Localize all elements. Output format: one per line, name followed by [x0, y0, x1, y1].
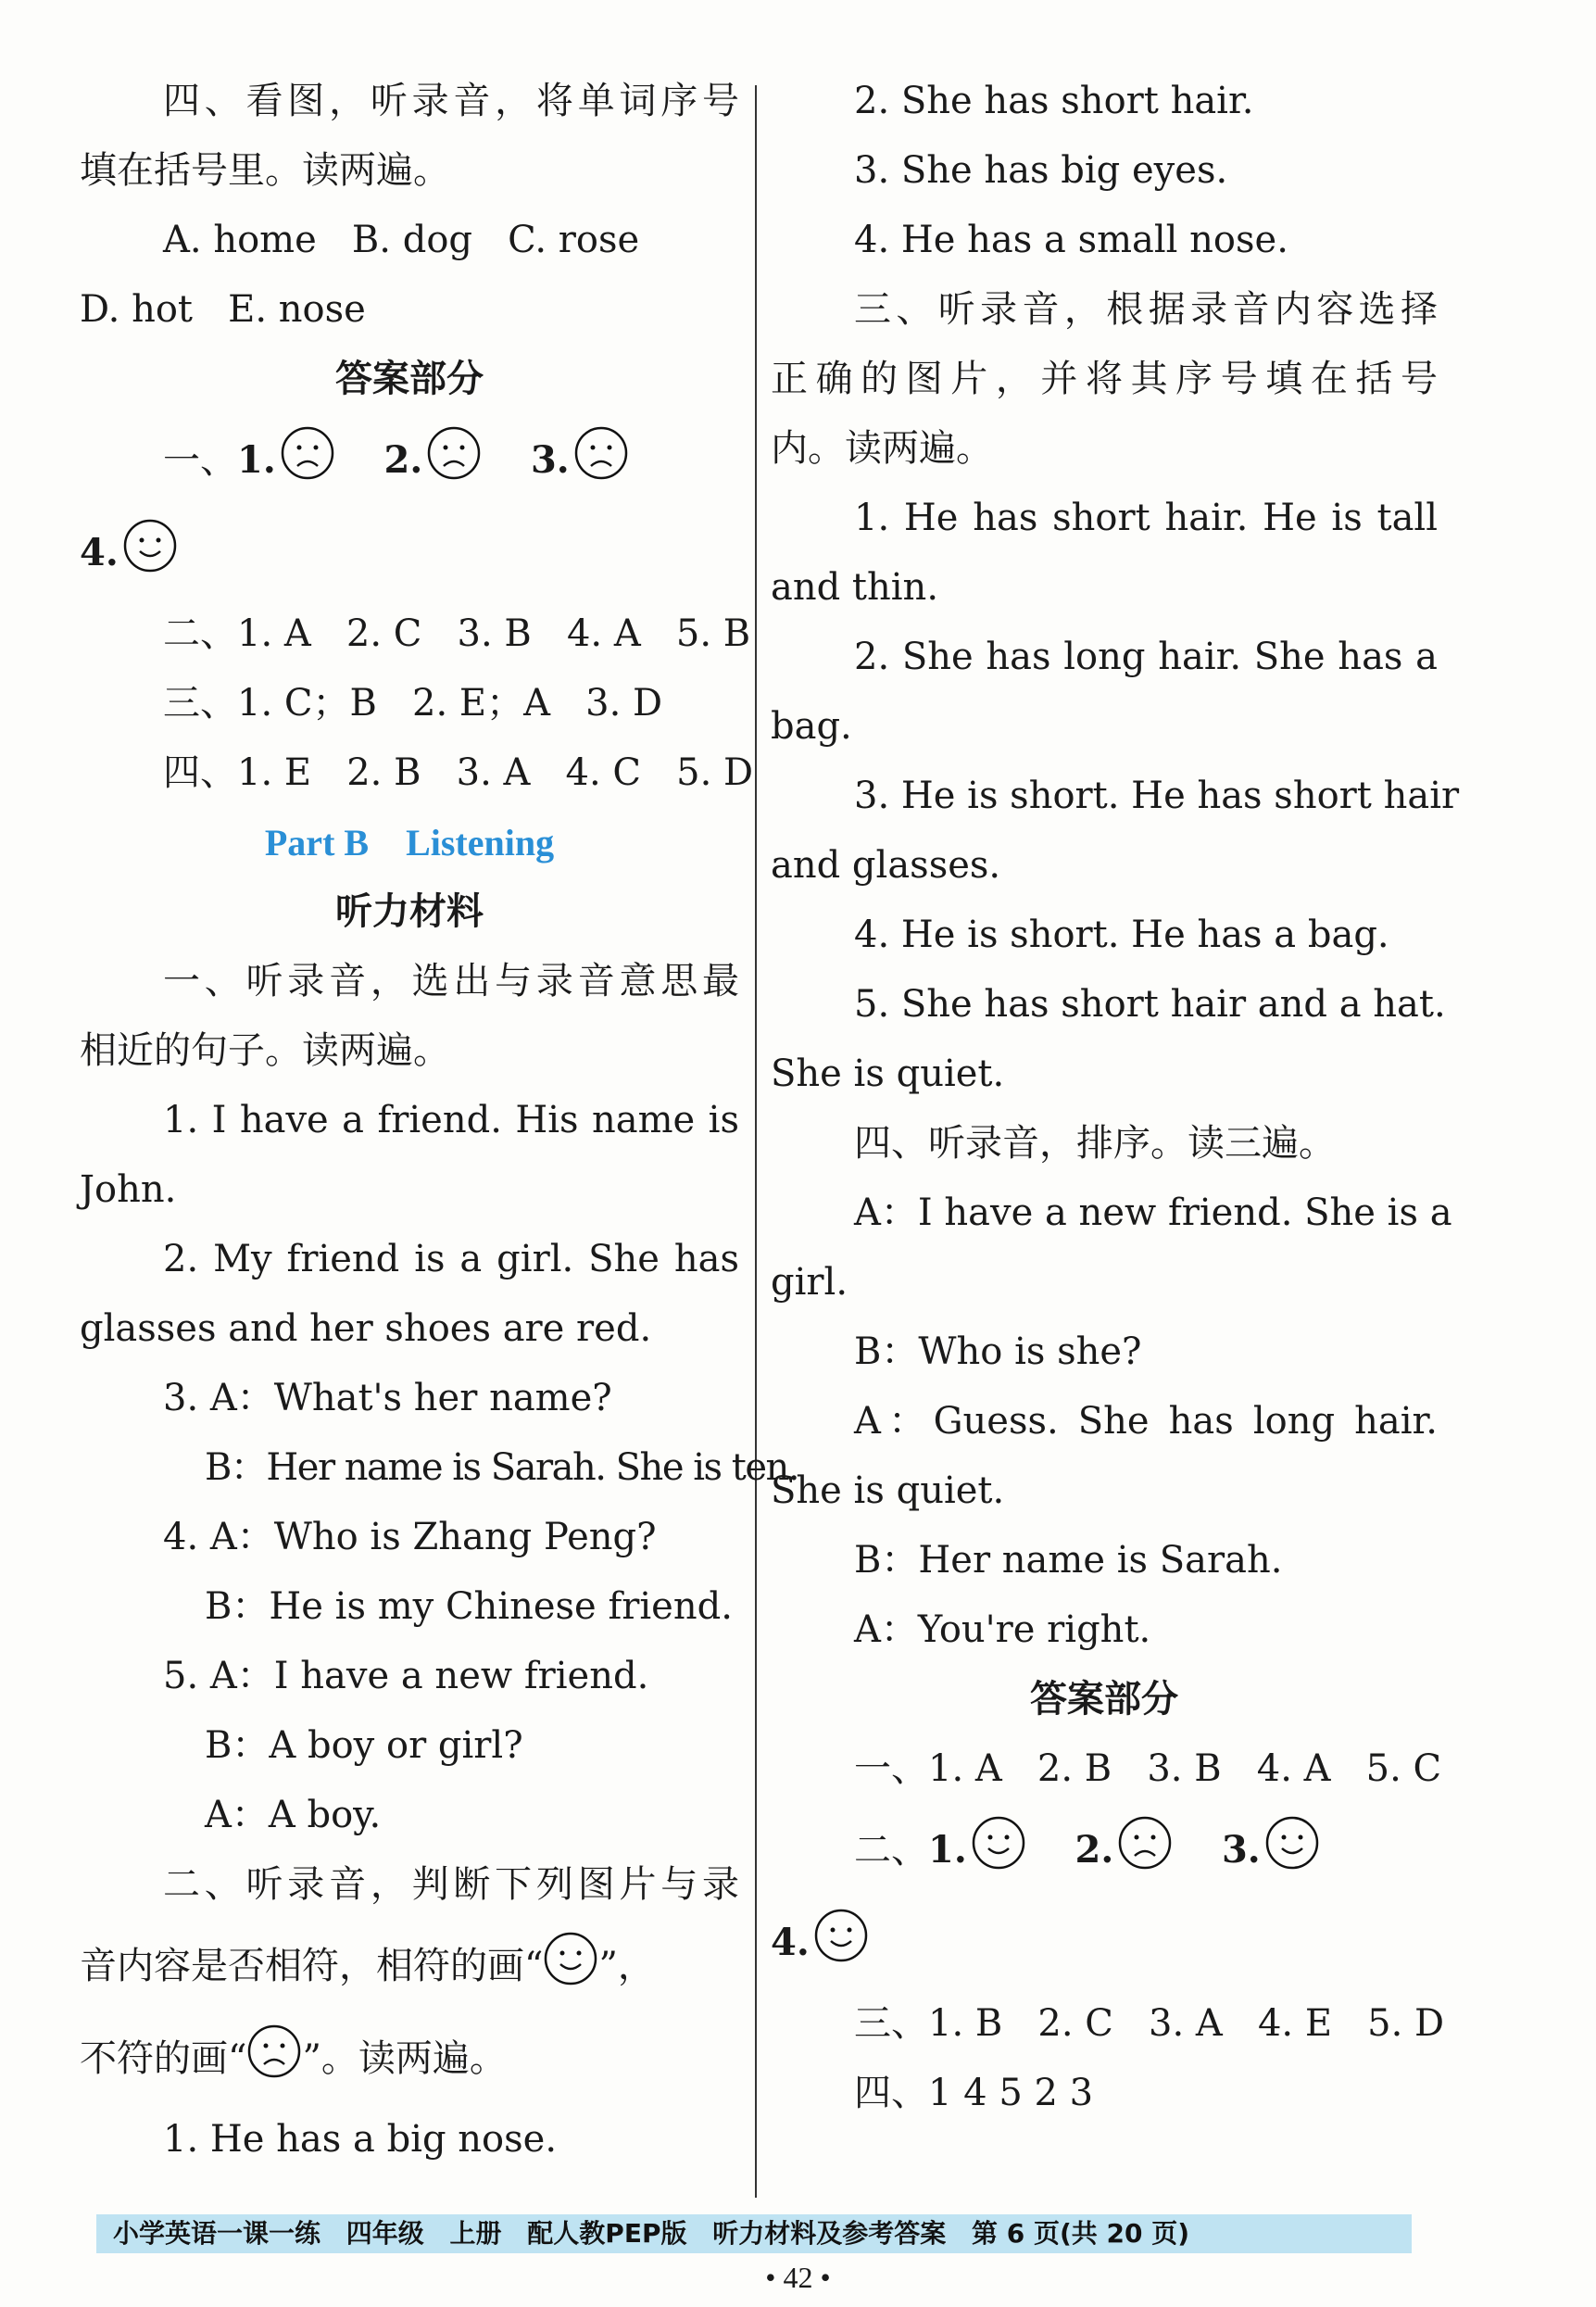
text-line: John. — [80, 1168, 177, 1211]
answer-line-faces — [80, 507, 739, 599]
text-line: 3. A：What's her name? — [163, 1377, 612, 1419]
text-line: 1. He has a big nose. — [163, 2118, 558, 2161]
sad-face-icon — [1117, 1812, 1173, 1868]
happy-face-icon — [543, 1928, 598, 1984]
answer-num: 1. — [237, 438, 276, 482]
text-line: 4. A：Who is Zhang Peng? — [163, 1516, 657, 1558]
text-line: 3. She has big eyes. — [854, 149, 1228, 192]
sad-face-icon — [426, 422, 482, 478]
text-line: 1. He has short hair. He is tall — [854, 497, 1438, 539]
text-line: 正确的图片，并将其序号填在括号 — [771, 358, 1438, 400]
text-line: 2. My friend is a girl. She has — [163, 1238, 739, 1280]
text-line: A：I have a new friend. She is a — [854, 1191, 1452, 1234]
text-line: 2. She has long hair. She has a — [854, 636, 1438, 678]
footer-grade: 四年级 — [346, 2218, 424, 2249]
text-line: 2. She has short hair. — [854, 80, 1254, 122]
text-line: D. hot E. nose — [80, 288, 366, 331]
text-line: She is quiet. — [771, 1053, 1005, 1095]
answer-line: 四、1. E 2. B 3. A 4. C 5. D — [163, 751, 754, 794]
text-line: A：You're right. — [854, 1608, 1151, 1651]
text-line: 四、听录音，排序。读三遍。 — [854, 1122, 1336, 1165]
text-line: girl. — [771, 1261, 848, 1304]
answer-prefix: 二、 — [854, 1829, 928, 1872]
happy-face-icon — [813, 1905, 869, 1960]
answer-line-faces — [80, 414, 739, 507]
answer-line: 一、1. A 2. B 3. B 4. A 5. C — [854, 1747, 1442, 1790]
text-line: B：Her name is Sarah. She is ten. — [205, 1446, 798, 1489]
answer-heading: 答案部分 — [335, 358, 484, 400]
happy-face-icon — [971, 1812, 1026, 1868]
page-number: • 42 • — [765, 2261, 831, 2294]
happy-face-icon — [122, 515, 178, 571]
answer-num: 3. — [530, 438, 570, 482]
footer-edition: 配人教PEP版 — [527, 2218, 687, 2249]
answer-heading: 答案部分 — [1030, 1678, 1178, 1721]
text-line: 3. He is short. He has short hair — [854, 775, 1460, 817]
text-line: 1. I have a friend. His name is — [163, 1099, 739, 1141]
answer-num: 3. — [1221, 1828, 1261, 1872]
part-heading: Part B Listening — [264, 822, 555, 864]
text-fragment: 不符的画“ — [80, 2037, 247, 2080]
text-line: bag. — [771, 705, 852, 748]
text-line: B：He is my Chinese friend. — [205, 1585, 733, 1628]
text-line: B：Who is she? — [854, 1330, 1142, 1373]
answer-line-faces — [771, 1897, 1438, 1989]
text-line: She is quiet. — [771, 1469, 1005, 1512]
text-line: 5. A：I have a new friend. — [163, 1655, 649, 1697]
text-fragment: 音内容是否相符，相符的画“ — [80, 1945, 544, 1987]
left-column — [80, 67, 798, 2175]
text-fragment: ”， — [598, 1945, 655, 1987]
footer-page: 第 6 页(共 20 页) — [971, 2218, 1190, 2249]
answer-line: 三、1. C；B 2. E；A 3. D — [163, 682, 663, 725]
text-line: glasses and her shoes are red. — [80, 1307, 652, 1350]
text-line: 5. She has short hair and a hat. — [854, 983, 1446, 1026]
footer-section: 听力材料及参考答案 — [712, 2218, 947, 2249]
sad-face-icon — [280, 422, 335, 478]
answer-line: 四、1 4 5 2 3 — [854, 2072, 1094, 2114]
sad-face-icon — [573, 422, 629, 478]
answer-line-faces — [771, 1804, 1438, 1897]
text-line — [80, 1920, 739, 2012]
text-line: 4. He is short. He has a bag. — [854, 914, 1389, 956]
answer-num: 1. — [928, 1828, 967, 1872]
answer-num: 2. — [383, 438, 423, 482]
text-line: A：Guess. She has long hair. — [854, 1400, 1438, 1443]
text-line: B：Her name is Sarah. — [854, 1539, 1283, 1582]
happy-face-icon — [1264, 1812, 1320, 1868]
answer-num: 4. — [80, 531, 119, 574]
text-fragment: ”。读两遍。 — [302, 2037, 507, 2080]
text-line: 三、听录音，根据录音内容选择 — [854, 288, 1438, 331]
text-line: 二、听录音，判断下列图片与录 — [163, 1863, 739, 1906]
text-line: 相近的句子。读两遍。 — [80, 1029, 450, 1072]
text-line: B：A boy or girl? — [205, 1724, 523, 1767]
answer-num: 4. — [771, 1921, 810, 1964]
text-line: 四、看图，听录音，将单词序号 — [163, 80, 739, 122]
answer-line: 二、1. A 2. C 3. B 4. A 5. B — [163, 612, 751, 655]
sad-face-icon — [246, 2021, 302, 2076]
text-line: A. home B. dog C. rose — [163, 219, 640, 261]
footer-volume: 上册 — [449, 2218, 502, 2249]
text-line: and glasses. — [771, 844, 1001, 887]
answer-prefix: 一、 — [163, 439, 237, 482]
footer-book: 小学英语一课一练 — [113, 2218, 321, 2249]
answer-line: 三、1. B 2. C 3. A 4. E 5. D — [854, 2002, 1445, 2045]
right-column — [771, 67, 1460, 2128]
text-line: 4. He has a small nose. — [854, 219, 1288, 261]
text-line: 填在括号里。读两遍。 — [80, 149, 450, 192]
text-line: 一、听录音，选出与录音意思最 — [163, 960, 739, 1002]
material-heading: 听力材料 — [335, 890, 484, 933]
text-line — [80, 2012, 739, 2105]
text-line: and thin. — [771, 566, 939, 609]
text-line: A：A boy. — [205, 1794, 382, 1836]
text-line: 内。读两遍。 — [771, 427, 993, 470]
column-divider — [755, 85, 757, 2198]
page-footer — [96, 2214, 1412, 2253]
answer-num: 2. — [1074, 1828, 1114, 1872]
